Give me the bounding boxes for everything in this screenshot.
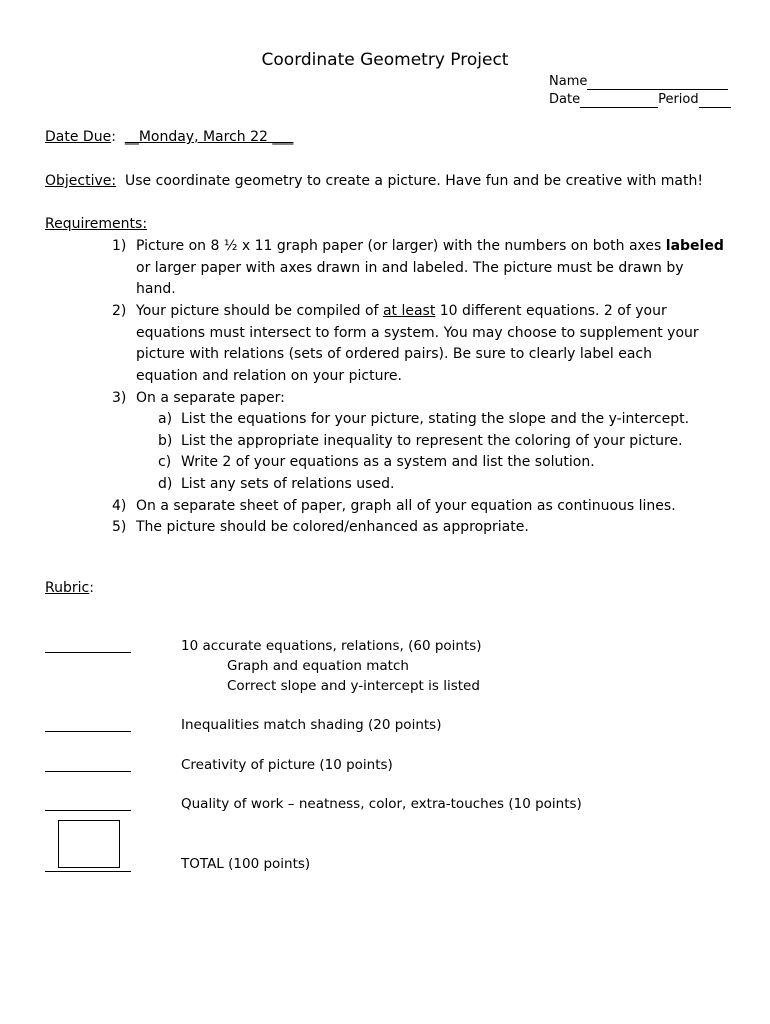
name-label: Name (549, 74, 588, 89)
req-2-line-4: equation and relation on your picture. (136, 368, 402, 384)
req-3a-text: List the equations for your picture, stating the slope and the y-intercept. (181, 411, 690, 427)
req-5-text: The picture should be colored/enhanced as appropriate. (136, 519, 529, 535)
rubric-item-4: Quality of work – neatness, color, extra-touches (10 points) (181, 796, 582, 812)
req-2-number: 2) (112, 303, 127, 319)
page-title: Coordinate Geometry Project (261, 50, 509, 70)
name-field (549, 74, 728, 90)
rubric-item-3: Creativity of picture (10 points) (181, 757, 393, 773)
rubric-item-1: 10 accurate equations, relations, (60 points) (181, 638, 482, 654)
period-blank (699, 92, 731, 108)
score-blank-4 (45, 810, 131, 811)
req-2-text-c: 10 different equations. 2 of your (435, 303, 667, 319)
req-3-text: On a separate paper: (136, 390, 285, 406)
name-blank (587, 74, 728, 90)
req-3d-text: List any sets of relations used. (181, 476, 395, 492)
date-label: Date (549, 92, 581, 107)
req-5-number: 5) (112, 519, 127, 535)
rubric-label (45, 580, 94, 596)
rubric-total: TOTAL (100 points) (181, 856, 311, 872)
req-3-number: 3) (112, 390, 127, 406)
req-2-line-3: picture with relations (sets of ordered pairs). Be sure to clearly label each (136, 346, 652, 362)
objective-text: Use coordinate geometry to create a picture. Have fun and be creative with math! (125, 173, 703, 189)
req-3a-letter: a) (158, 411, 173, 427)
period-label: Period (658, 92, 699, 107)
req-4-number: 4) (112, 498, 127, 514)
date-due (45, 129, 293, 145)
req-1-text: Picture on 8 ½ x 11 graph paper (or larger) with the numbers on both axes (136, 238, 666, 254)
total-score-box (58, 820, 120, 868)
score-blank-3 (45, 771, 131, 772)
req-1-bold: labeled (665, 238, 724, 254)
req-3b-letter: b) (158, 433, 173, 449)
req-2-underline: at least (382, 303, 436, 319)
req-1-line-3: hand. (136, 281, 176, 297)
date-due-value: __Monday, March 22 ___ (124, 129, 294, 145)
req-2-line-2: equations must intersect to form a system. You may choose to supplement your (136, 325, 699, 341)
req-2-text-a: Your picture should be compiled of (136, 303, 383, 319)
rubric-item-1-sub-1: Graph and equation match (227, 658, 409, 674)
score-blank-2 (45, 731, 131, 732)
rubric-item-2: Inequalities match shading (20 points) (181, 717, 442, 733)
rubric-colon: : (89, 580, 94, 596)
req-3c-text: Write 2 of your equations as a system and list the solution. (181, 454, 595, 470)
objective (45, 173, 703, 189)
rubric-item-1-sub-2: Correct slope and y-intercept is listed (227, 678, 480, 694)
req-1-line-2: or larger paper with axes drawn in and labeled. The picture must be drawn by (136, 260, 684, 276)
date-blank (580, 92, 658, 108)
req-1-number: 1) (112, 238, 127, 254)
rubric-label-text: Rubric (45, 580, 90, 596)
date-period-field (549, 92, 731, 108)
req-3c-letter: c) (158, 454, 172, 470)
date-due-colon: : (111, 129, 116, 145)
req-4-text: On a separate sheet of paper, graph all of your equation as continuous lines. (136, 498, 676, 514)
requirements-label: Requirements: (45, 216, 148, 232)
req-2-line-1 (136, 301, 667, 323)
objective-label: Objective: (45, 173, 117, 189)
score-blank-total (45, 871, 131, 872)
req-3d-letter: d) (158, 476, 173, 492)
score-blank-1 (45, 652, 131, 653)
req-1-line-1 (136, 236, 724, 258)
req-3b-text: List the appropriate inequality to represent the coloring of your picture. (181, 433, 683, 449)
date-due-label: Date Due (45, 129, 112, 145)
